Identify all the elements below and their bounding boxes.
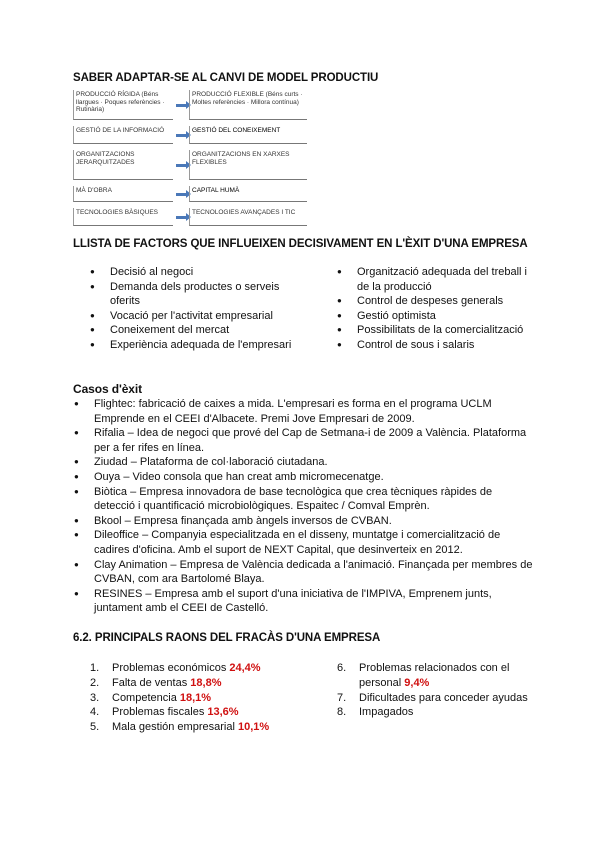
item-text: Problemas fiscales (112, 706, 208, 719)
diagram-right-box: ORGANITZACIONS EN XARXES FLEXIBLES (189, 150, 307, 180)
list-item: ● Clay Animation – Empresa de València dedicada a l'animació. Finançada per membres de CVBAN, com ara Bartolomé Blaya. (74, 558, 534, 587)
list-item: ● Decisió al negoci (90, 265, 305, 280)
item-number: 1. (90, 662, 100, 674)
list-item: ● Vocació per l'activitat empresarial (90, 309, 305, 324)
factors-list-left (90, 265, 305, 353)
list-item (337, 661, 537, 691)
item-percent: 13,6% (207, 706, 239, 719)
list-item: ● Control de sous i salaris (337, 338, 537, 353)
item-percent: 18,1% (179, 691, 212, 704)
diagram-row (73, 186, 303, 204)
list-item: ● Ziudad – Plataforma de col·laboració ciutadana. (74, 455, 534, 470)
arrow-right-icon (176, 193, 187, 196)
arrow-right-icon (176, 104, 187, 107)
list-item (90, 661, 290, 676)
model-change-diagram (73, 90, 303, 232)
item-number: 7. (337, 691, 347, 704)
cases-list (74, 397, 534, 616)
list-item: ● Experiència adequada de l'empresari (90, 338, 305, 353)
heading-casos: Casos d'èxit (73, 382, 143, 396)
item-text: Mala gestión empresarial (112, 721, 238, 734)
heading-factors: LLISTA DE FACTORS QUE INFLUEIXEN DECISIVAMENT EN L'ÈXIT D'UNA EMPRESA (73, 238, 528, 250)
arrow-right-icon (176, 216, 187, 219)
item-number: 6. (337, 662, 347, 674)
list-item (337, 705, 537, 720)
list-item: ● Demanda dels productes o serveis oferits (90, 280, 305, 309)
list-item: ● Biòtica – Empresa innovadora de base tecnològica que crea tècniques ràpides de detecció i quantificació microbiològiques. Espaitec / Comval Emprèn. (74, 485, 534, 514)
diagram-left-box: TECNOLOGIES BÀSIQUES (73, 208, 173, 226)
diagram-left-box: ORGANITZACIONS JERARQUITZADES (73, 150, 173, 180)
item-number: 8. (337, 706, 347, 719)
list-item: ● Dileoffice – Companyia especialitzada en el disseny, muntatge i comercialització de cadires d'oficina. Amb el suport de NEXT Capital, que desinverteix en 2012. (74, 528, 534, 557)
diagram-left-box: GESTIÓ DE LA INFORMACIÓ (73, 126, 173, 144)
list-item: ● Bkool – Empresa finançada amb àngels inversos de CVBAN. (74, 514, 534, 529)
item-number: 2. (90, 676, 100, 689)
item-text: Problemas económicos (112, 662, 230, 674)
item-text: Falta de ventas (112, 676, 191, 689)
diagram-row (73, 150, 303, 182)
list-item: ● Coneixement del mercat (90, 323, 305, 338)
diagram-row (73, 126, 303, 146)
item-percent: 9,4% (404, 676, 430, 689)
diagram-right-box: PRODUCCIÓ FLEXIBLE (Béns curts · Moltes referències · Millora contínua) (189, 90, 307, 120)
item-number: 4. (90, 706, 100, 719)
list-item (90, 705, 290, 720)
item-number: 3. (90, 691, 100, 704)
list-item (337, 691, 537, 706)
list-item (90, 676, 290, 691)
diagram-right-box: TECNOLOGIES AVANÇADES I TIC (189, 208, 307, 226)
list-item: ● Possibilitats de la comercialització (337, 323, 537, 338)
heading-fracas: 6.2. PRINCIPALS RAONS DEL FRACÀS D'UNA EMPRESA (73, 632, 381, 644)
arrow-right-icon (176, 134, 187, 137)
item-percent: 10,1% (237, 721, 270, 734)
list-item (90, 691, 290, 706)
diagram-left-box: PRODUCCIÓ RÍGIDA (Béns llargues · Poques referències · Rutinària) (73, 90, 173, 120)
item-number: 5. (90, 721, 100, 734)
reasons-list-left (90, 661, 290, 735)
list-item: ● Flightec: fabricació de caixes a mida. L'empresari es forma en el programa UCLM Emprende en el CEEI d'Albacete. Premi Jove Empresari de 2009. (74, 397, 534, 426)
list-item: ● Ouya – Video consola que han creat amb micromecenatge. (74, 470, 534, 485)
list-item: ● Rifalia – Idea de negoci que prové del Cap de Setmana-i de 2009 a València. Plataforma per a fer rifes en línea. (74, 426, 534, 455)
diagram-right-box: GESTIÓ DEL CONEIXEMENT (189, 126, 307, 144)
list-item: ● RESINES – Empresa amb el suport d'una iniciativa de l'IMPIVA, Emprenem junts, juntament amb el CEEI de Castelló. (74, 587, 534, 616)
diagram-row (73, 208, 303, 228)
list-item (90, 720, 290, 735)
item-text: Impagados (359, 706, 414, 719)
item-text: Dificultades para conceder ayudas (359, 691, 528, 704)
item-text: Problemas relacionados con el personal (359, 662, 510, 689)
item-percent: 18,8% (190, 676, 222, 689)
item-text: Competencia (112, 691, 180, 704)
list-item: ● Organització adequada del treball i de la producció (337, 265, 537, 294)
diagram-left-box: MÀ D'OBRA (73, 186, 173, 202)
factors-list-right (337, 265, 537, 353)
diagram-row (73, 90, 303, 122)
list-item: ● Gestió optimista (337, 309, 537, 324)
item-percent: 24,4% (229, 662, 261, 674)
diagram-right-box: CAPITAL HUMÀ (189, 186, 307, 202)
reasons-list-right (337, 661, 537, 720)
list-item: ● Control de despeses generals (337, 294, 537, 309)
arrow-right-icon (176, 164, 187, 167)
heading-model-productiu: SABER ADAPTAR-SE AL CANVI DE MODEL PRODUCTIU (73, 72, 379, 84)
